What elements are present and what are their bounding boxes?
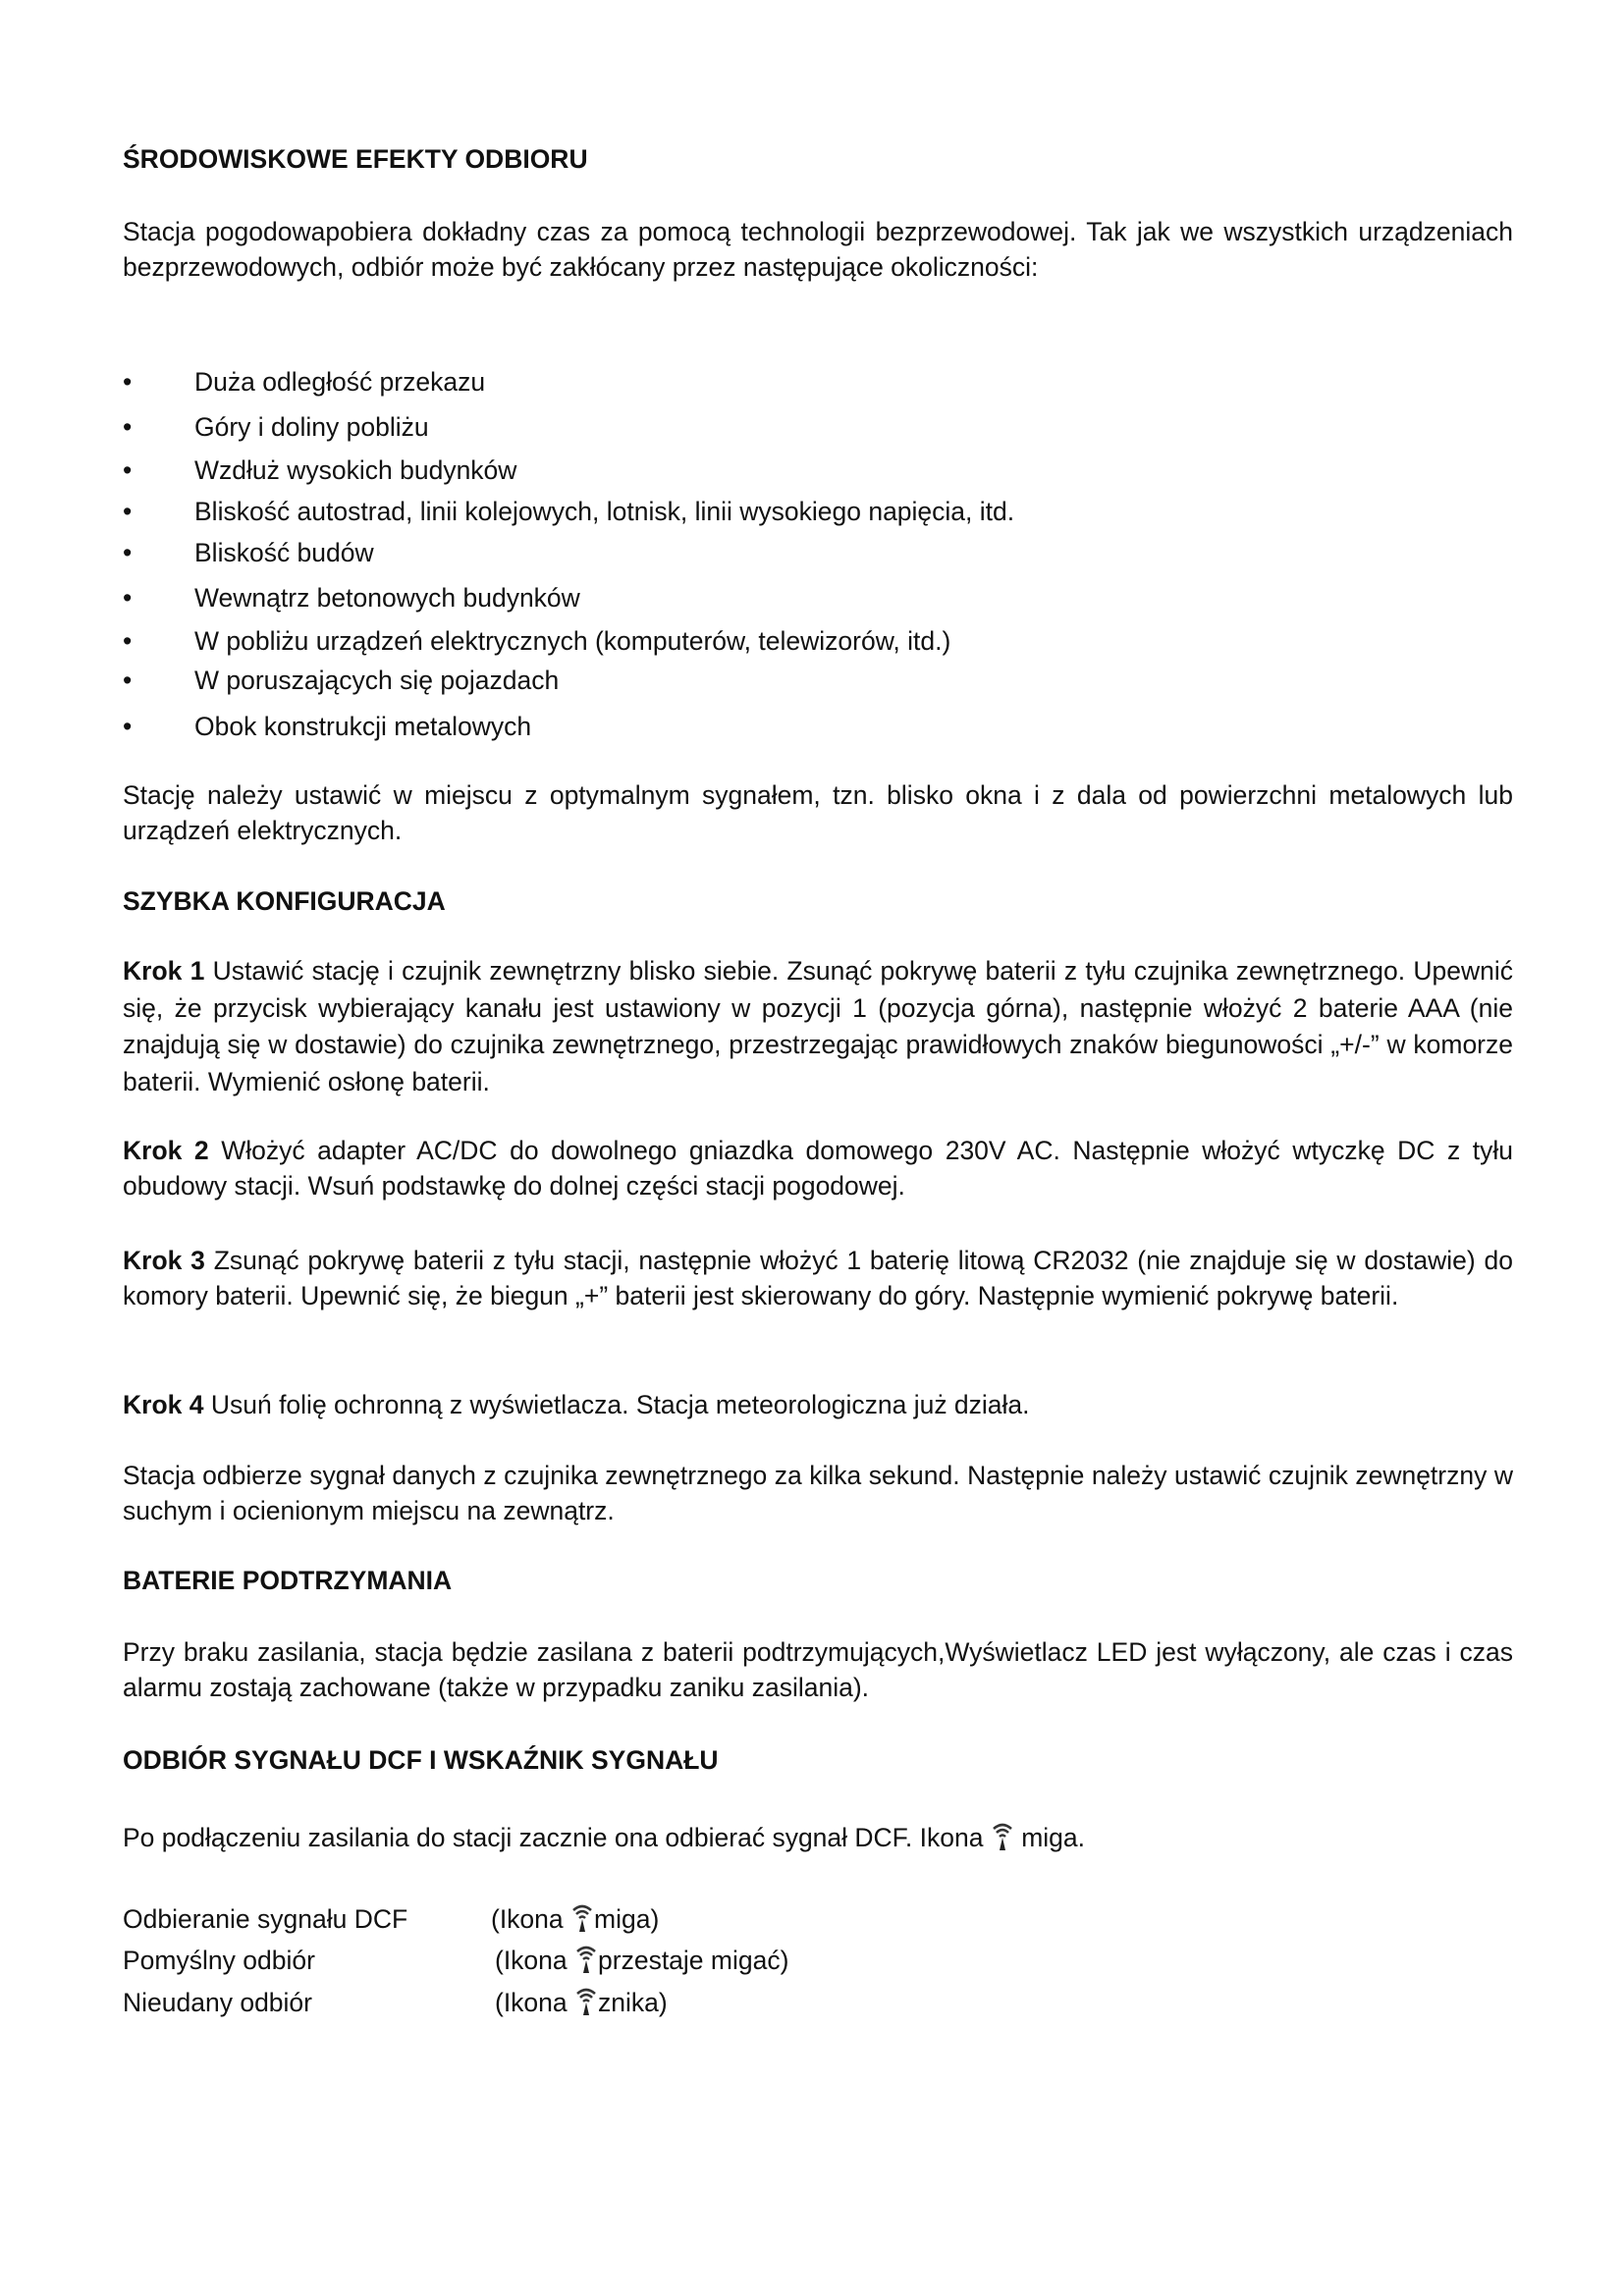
list-item-text: Duża odległość przekazu (194, 367, 486, 397)
list-item-text: Góry i doliny pobliżu (194, 412, 429, 442)
step-text: Włożyć adapter AC/DC do dowolnego gniazdka domowego 230V AC. Następnie włożyć wtyczkę DC z tyłu obudowy stacji. Wsuń podstawkę do dolnej części stacji pogodowej. (123, 1136, 1513, 1201)
signal-antenna-icon (570, 1901, 594, 1937)
step-3 (123, 1243, 1513, 1313)
status-prefix: (Ikona (495, 1946, 575, 1975)
dcf-intro-text-end: miga. (1013, 1823, 1086, 1852)
list-item-text: W poruszających się pojazdach (194, 666, 560, 695)
status-label: Pomyślny odbiór (123, 1946, 315, 1975)
dcf-status-row (123, 1901, 660, 1937)
signal-antenna-icon (574, 1943, 598, 1978)
status-description (495, 1943, 788, 1978)
list-item-text: Wzdłuż wysokich budynków (194, 455, 517, 485)
status-label: Odbieranie sygnału DCF (123, 1904, 408, 1934)
dcf-intro-text: Po podłączeniu zasilania do stacji zacznie ona odbierać sygnał DCF. Ikona (123, 1823, 991, 1852)
step-2 (123, 1133, 1513, 1203)
signal-antenna-icon (991, 1820, 1014, 1855)
status-description (491, 1901, 659, 1937)
status-description (495, 1985, 668, 2020)
sensor-paragraph: Stacja odbierze sygnał danych z czujnika zewnętrznego za kilka sekund. Następnie należy ustawić czujnik zewnętrzny w suchym i ocienionym miejscu na zewnątrz. (123, 1461, 1513, 1525)
status-suffix: przestaje migać) (598, 1946, 789, 1975)
step-label: Krok 3 (123, 1246, 205, 1275)
status-label: Nieudany odbiór (123, 1988, 312, 2017)
list-item-text: Wewnątrz betonowych budynków (194, 583, 580, 613)
intro-paragraph: Stacja pogodowapobiera dokładny czas za pomocą technologii bezprzewodowej. Tak jak we wszystkich urządzeniach bezprzewodowych, odbiór może być zakłócany przez następujące okoliczności: (123, 217, 1513, 282)
list-item-text: Bliskość autostrad, linii kolejowych, lotnisk, linii wysokiego napięcia, itd. (194, 497, 1015, 526)
dcf-status-row (123, 1943, 789, 1978)
list-item-text: Obok konstrukcji metalowych (194, 712, 532, 741)
step-text: Usuń folię ochronną z wyświetlacza. Stacja meteorologiczna już działa. (203, 1390, 1030, 1419)
heading-backup-batteries: BATERIE PODTRZYMANIA (123, 1566, 453, 1595)
backup-paragraph: Przy braku zasilania, stacja będzie zasilana z baterii podtrzymujących,Wyświetlacz LED jest wyłączony, ale czas i czas alarmu zostają zachowane (także w przypadku zaniku zasilania). (123, 1637, 1513, 1702)
status-suffix: miga) (594, 1904, 660, 1934)
step-label: Krok 1 (123, 956, 205, 986)
list-item-text: W pobliżu urządzeń elektrycznych (komputerów, telewizorów, itd.) (194, 626, 951, 656)
list-item-text: Bliskość budów (194, 538, 374, 567)
step-label: Krok 4 (123, 1390, 204, 1419)
step-1 (123, 953, 1513, 1100)
step-label: Krok 2 (123, 1136, 209, 1165)
dcf-intro (123, 1820, 1513, 1855)
signal-antenna-icon (574, 1985, 598, 2020)
step-text: Zsunąć pokrywę baterii z tyłu stacji, następnie włożyć 1 baterię litową CR2032 (nie znajduje się w dostawie) do komory baterii. Upewnić się, że biegun „+” baterii jest skierowany do góry. Następnie wymienić pokrywę baterii. (123, 1246, 1513, 1310)
heading-quick-setup: SZYBKA KONFIGURACJA (123, 886, 446, 916)
heading-reception-effects: ŚRODOWISKOWE EFEKTY ODBIORU (123, 144, 588, 174)
heading-dcf-signal: ODBIÓR SYGNAŁU DCF I WSKAŹNIK SYGNAŁU (123, 1745, 719, 1775)
step-text: Ustawić stację i czujnik zewnętrzny blisko siebie. Zsunąć pokrywę baterii z tyłu czujnika zewnętrznego. Upewnić się, że przycisk wybierający kanału jest ustawiony w pozycji 1 (pozycja górna), następnie włożyć 2 baterie AAA (nie znajdują się w dostawie) do czujnika zewnętrznego, przestrzegając prawidłowych znaków biegunowości „+/-” w komorze baterii. Wymienić osłonę baterii. (123, 956, 1513, 1096)
step-4 (123, 1387, 1513, 1422)
status-suffix: znika) (598, 1988, 668, 2017)
status-prefix: (Ikona (495, 1988, 575, 2017)
placement-paragraph: Stację należy ustawić w miejscu z optymalnym sygnałem, tzn. blisko okna i z dala od powierzchni metalowych lub urządzeń elektrycznych. (123, 780, 1513, 845)
dcf-status-row (123, 1985, 668, 2020)
status-prefix: (Ikona (491, 1904, 571, 1934)
